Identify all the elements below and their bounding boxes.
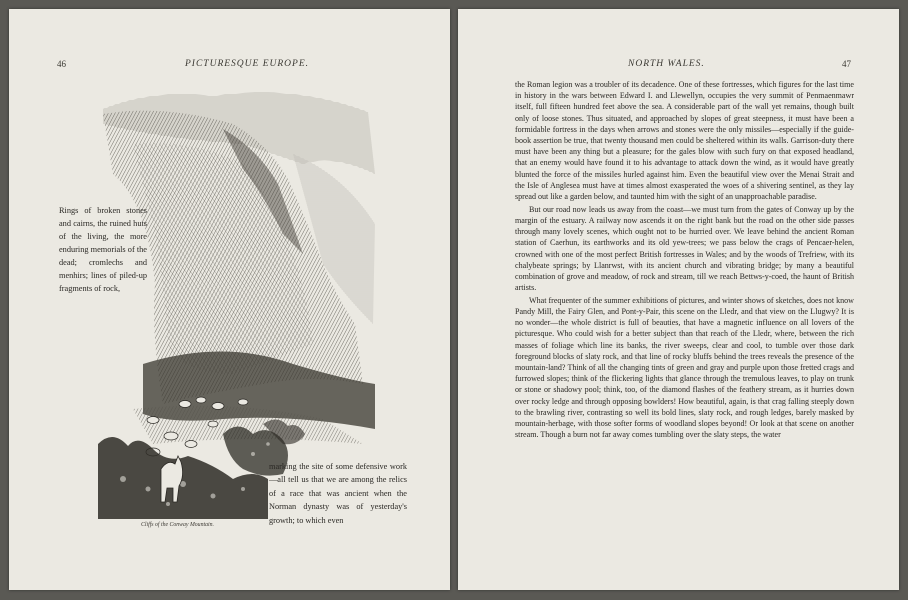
- bottom-text-block: marking the site of some defensive work—all tell us that we are among the relics of a race that was ancient when the Norman dynasty was of yesterday's growth; to which even: [269, 462, 407, 525]
- page-number-left: 46: [57, 59, 66, 69]
- left-page: [9, 9, 450, 590]
- paragraph: What frequenter of the summer exhibitions of pictures, and winter shows of sketches, does not know Pandy Mill, the Fairy Glen, and Pont-y-Pair, this scene on the Lledr, and that view on the Llugwy? It is no wonder—the whole district is full of beauties, that have a magnetic influence on all lovers of the picturesque. Who could wish for a better subject than that reach of the Lledr, where, between the rich masses of foliage which line its banks, the river sweeps, clear and cool, to tumble over those dark foreground blocks of slaty rock, and that line of rocky bluffs behind the trees reveals the presence of the mountain-land? Think of all the changing tints of green and gray and purple upon those fretted crags and furrowed slopes; think of the flickering lights that glance through the tremulous leaves, to play on trunk or stone or shadowy pool; think, too, of the diamond flashes of the feathery stream, as it hurries down over rocky ledge and through opposing bowlders! How beautiful, again, is that crag falling steeply down to the brawling river, contrasting so well its bold lines, slaty rock, and rough ledges, barely masked by mountain-herbage, with those softer forms of woodland slopes beyond! Or look at that scene on another stream. Though a burn not far away comes tumbling over the slaty steps, the water: [515, 295, 854, 440]
- body-text: [515, 79, 854, 441]
- mountain-engraving: [93, 84, 379, 519]
- page-number-right: 47: [842, 59, 851, 69]
- paragraph: the Roman legion was a troubler of its decadence. One of these fortresses, which figures for the last time in history in the wars between Edward I. and Llewellyn, occupies the very summit of Penmaenmawr itself, full fifteen hundred feet above the sea. A considerable part of the wall yet remains, though built only of loose stones. Thus situated, and approached by slopes of great steepness, it must have been a formidable fortress in the days when arrows and stones were the only missiles—especially if the guide-book assertion be true, that twenty thousand men could be sheltered within its walls. Garrison-duty there must have been any thing but a pleasure; for the gales blow with such fury on that exposed headland, that an enemy would have found it to his advantage to attack down the wind, as it would have greatly blunted the force of the missiles hurled against him. Even the beautiful view over the Menai Strait and the Isle of Anglesea must have at times almost exasperated the woes of a shivering sentinel, as they lay spread out like a garden below, and taunted him with the sight of an unapproachable paradise.: [515, 80, 854, 202]
- running-head-right: NORTH WALES.: [628, 59, 705, 69]
- side-text-block: Rings of broken stones and cairns, the ruined huts of the living, the more enduring memorials of the dead; cromlechs and menhirs; lines of piled-up fragments of rock,: [59, 206, 147, 293]
- figure-caption: Cliffs of the Conway Mountain.: [141, 522, 214, 528]
- paragraph: But our road now leads us away from the coast—we must turn from the gates of Conway up by the margin of the estuary. A railway now ascends it on the right bank but the road on the other side passes through many lovely scenes, which ought not to be hurried over. We leave behind the ancient Roman station of Caerhun, its earthworks and its old yew-trees; we pass below the crags of Pencaer-helen, crowned with one of the most perfect British fortresses in Wales; and by the woods of Trefriew, with its chalybeate springs; by Llanrwst, with its ancient church and vibrating bridge; by many a beautiful combination of grove and meadow, of rock and stream, till we reach Bettws-y-coed, the haunt of British artists.: [515, 204, 854, 293]
- running-head-left: PICTURESQUE EUROPE.: [185, 59, 310, 69]
- right-page: [458, 9, 899, 590]
